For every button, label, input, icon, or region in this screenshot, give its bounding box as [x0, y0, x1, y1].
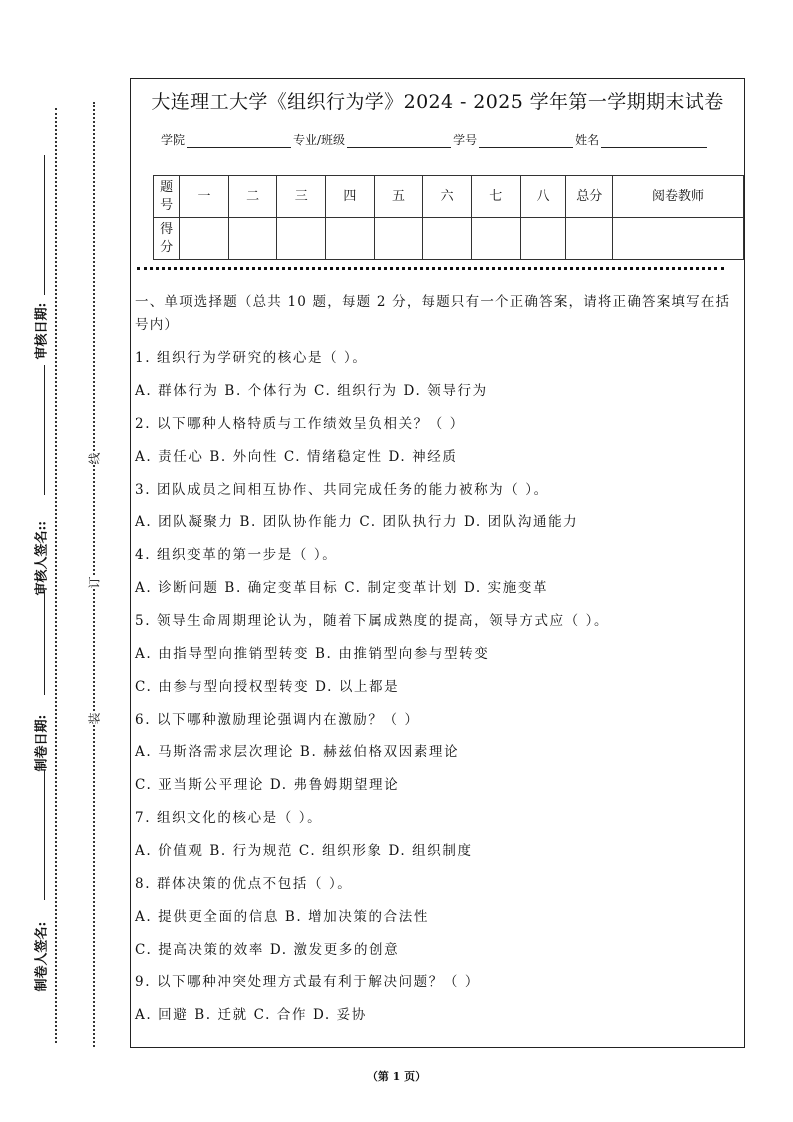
score-cell[interactable]	[326, 218, 375, 260]
score-cell[interactable]	[471, 218, 520, 260]
score-header-cell: 阅卷教师	[613, 176, 744, 218]
score-cell[interactable]	[613, 218, 744, 260]
answer-options: A. 群体行为 B. 个体行为 C. 组织行为 D. 领导行为	[135, 383, 488, 399]
student-id-field[interactable]	[479, 133, 573, 148]
major-label: 专业/班级	[293, 133, 346, 147]
exam-title: 大连理工大学《组织行为学》2024 - 2025 学年第一学期期末试卷	[151, 91, 724, 113]
page-number: （第 1 页）	[366, 1070, 427, 1083]
margin-dotted-line-outer	[55, 108, 57, 1043]
binding-mark-zhuang: 装	[84, 712, 105, 724]
question-line: 3. 团队成员之间相互协作、共同完成任务的能力被称为（ ）。	[135, 482, 549, 498]
major-field[interactable]	[347, 133, 451, 148]
answer-options: A. 团队凝聚力 B. 团队协作能力 C. 团队执行力 D. 团队沟通能力	[135, 514, 579, 530]
maker-signature-field[interactable]	[44, 770, 45, 900]
name-field[interactable]	[601, 133, 707, 148]
answer-options: A. 由指导型向推销型转变 B. 由推销型向参与型转变	[135, 646, 490, 662]
score-header-cell: 六	[423, 176, 472, 218]
score-cell[interactable]	[228, 218, 277, 260]
answer-options: A. 马斯洛需求层次理论 B. 赫兹伯格双因素理论	[135, 744, 460, 760]
binding-mark-ding: 订	[84, 576, 105, 588]
review-date-label: 审核日期:	[34, 302, 50, 360]
score-header-cell: 三	[277, 176, 326, 218]
score-header-cell: 题号	[154, 176, 180, 218]
reviewer-signature-label: 审核人签名::	[34, 520, 50, 596]
make-date-label: 制卷日期:	[34, 714, 50, 772]
make-date-field[interactable]	[44, 590, 45, 695]
question-line: 2. 以下哪种人格特质与工作绩效呈负相关？（ ）	[135, 416, 465, 432]
section-heading: 一、单项选择题（总共 10 题，每题 2 分，每题只有一个正确答案，请将正确答案填写在括号内）	[135, 294, 731, 333]
question-line: 5. 领导生命周期理论认为，随着下属成熟度的提高，领导方式应（ ）。	[135, 613, 610, 629]
name-label: 姓名	[575, 133, 600, 147]
review-date-field[interactable]	[44, 155, 45, 295]
score-cell[interactable]	[277, 218, 326, 260]
question-line: 4. 组织变革的第一步是（ ）。	[135, 547, 338, 563]
student-info-row	[161, 131, 709, 148]
exam-frame	[130, 78, 745, 1048]
score-row-label: 得分	[154, 218, 180, 260]
college-label: 学院	[161, 133, 186, 147]
score-header-cell: 总分	[566, 176, 613, 218]
question-line: 9. 以下哪种冲突处理方式最有利于解决问题？（ ）	[135, 974, 480, 990]
score-table	[153, 175, 744, 260]
dotted-separator	[137, 267, 724, 270]
answer-options: A. 诊断问题 B. 确定变革目标 C. 制定变革计划 D. 实施变革	[135, 580, 549, 596]
score-cell[interactable]	[520, 218, 566, 260]
score-header-cell: 五	[374, 176, 423, 218]
question-line: 8. 群体决策的优点不包括（ ）。	[135, 876, 353, 892]
score-header-cell: 七	[471, 176, 520, 218]
score-cell[interactable]	[566, 218, 613, 260]
score-cell[interactable]	[423, 218, 472, 260]
college-field[interactable]	[187, 133, 291, 148]
score-cell[interactable]	[374, 218, 423, 260]
score-table-score-row	[154, 218, 744, 260]
question-line: 1. 组织行为学研究的核心是（ ）。	[135, 350, 368, 366]
question-line: 7. 组织文化的核心是（ ）。	[135, 810, 323, 826]
student-id-label: 学号	[453, 133, 478, 147]
score-header-cell: 八	[520, 176, 566, 218]
score-header-cell: 一	[180, 176, 229, 218]
maker-signature-label: 制卷人签名:	[34, 921, 50, 992]
answer-options: C. 提高决策的效率 D. 激发更多的创意	[135, 942, 400, 958]
score-table-header-row	[154, 176, 744, 218]
answer-options: A. 提供更全面的信息 B. 增加决策的合法性	[135, 909, 429, 925]
margin-dotted-line-binding	[93, 102, 95, 1047]
answer-options: C. 由参与型向授权型转变 D. 以上都是	[135, 679, 400, 695]
answer-options: A. 回避 B. 迁就 C. 合作 D. 妥协	[135, 1007, 367, 1023]
score-header-cell: 四	[326, 176, 375, 218]
score-header-cell: 二	[228, 176, 277, 218]
answer-options: A. 责任心 B. 外向性 C. 情绪稳定性 D. 神经质	[135, 449, 458, 465]
binding-mark-xian: 线	[84, 452, 105, 464]
question-line: 6. 以下哪种激励理论强调内在激励？（ ）	[135, 712, 420, 728]
answer-options: A. 价值观 B. 行为规范 C. 组织形象 D. 组织制度	[135, 843, 473, 859]
score-cell[interactable]	[180, 218, 229, 260]
answer-options: C. 亚当斯公平理论 D. 弗鲁姆期望理论	[135, 777, 400, 793]
reviewer-signature-field[interactable]	[44, 365, 45, 495]
